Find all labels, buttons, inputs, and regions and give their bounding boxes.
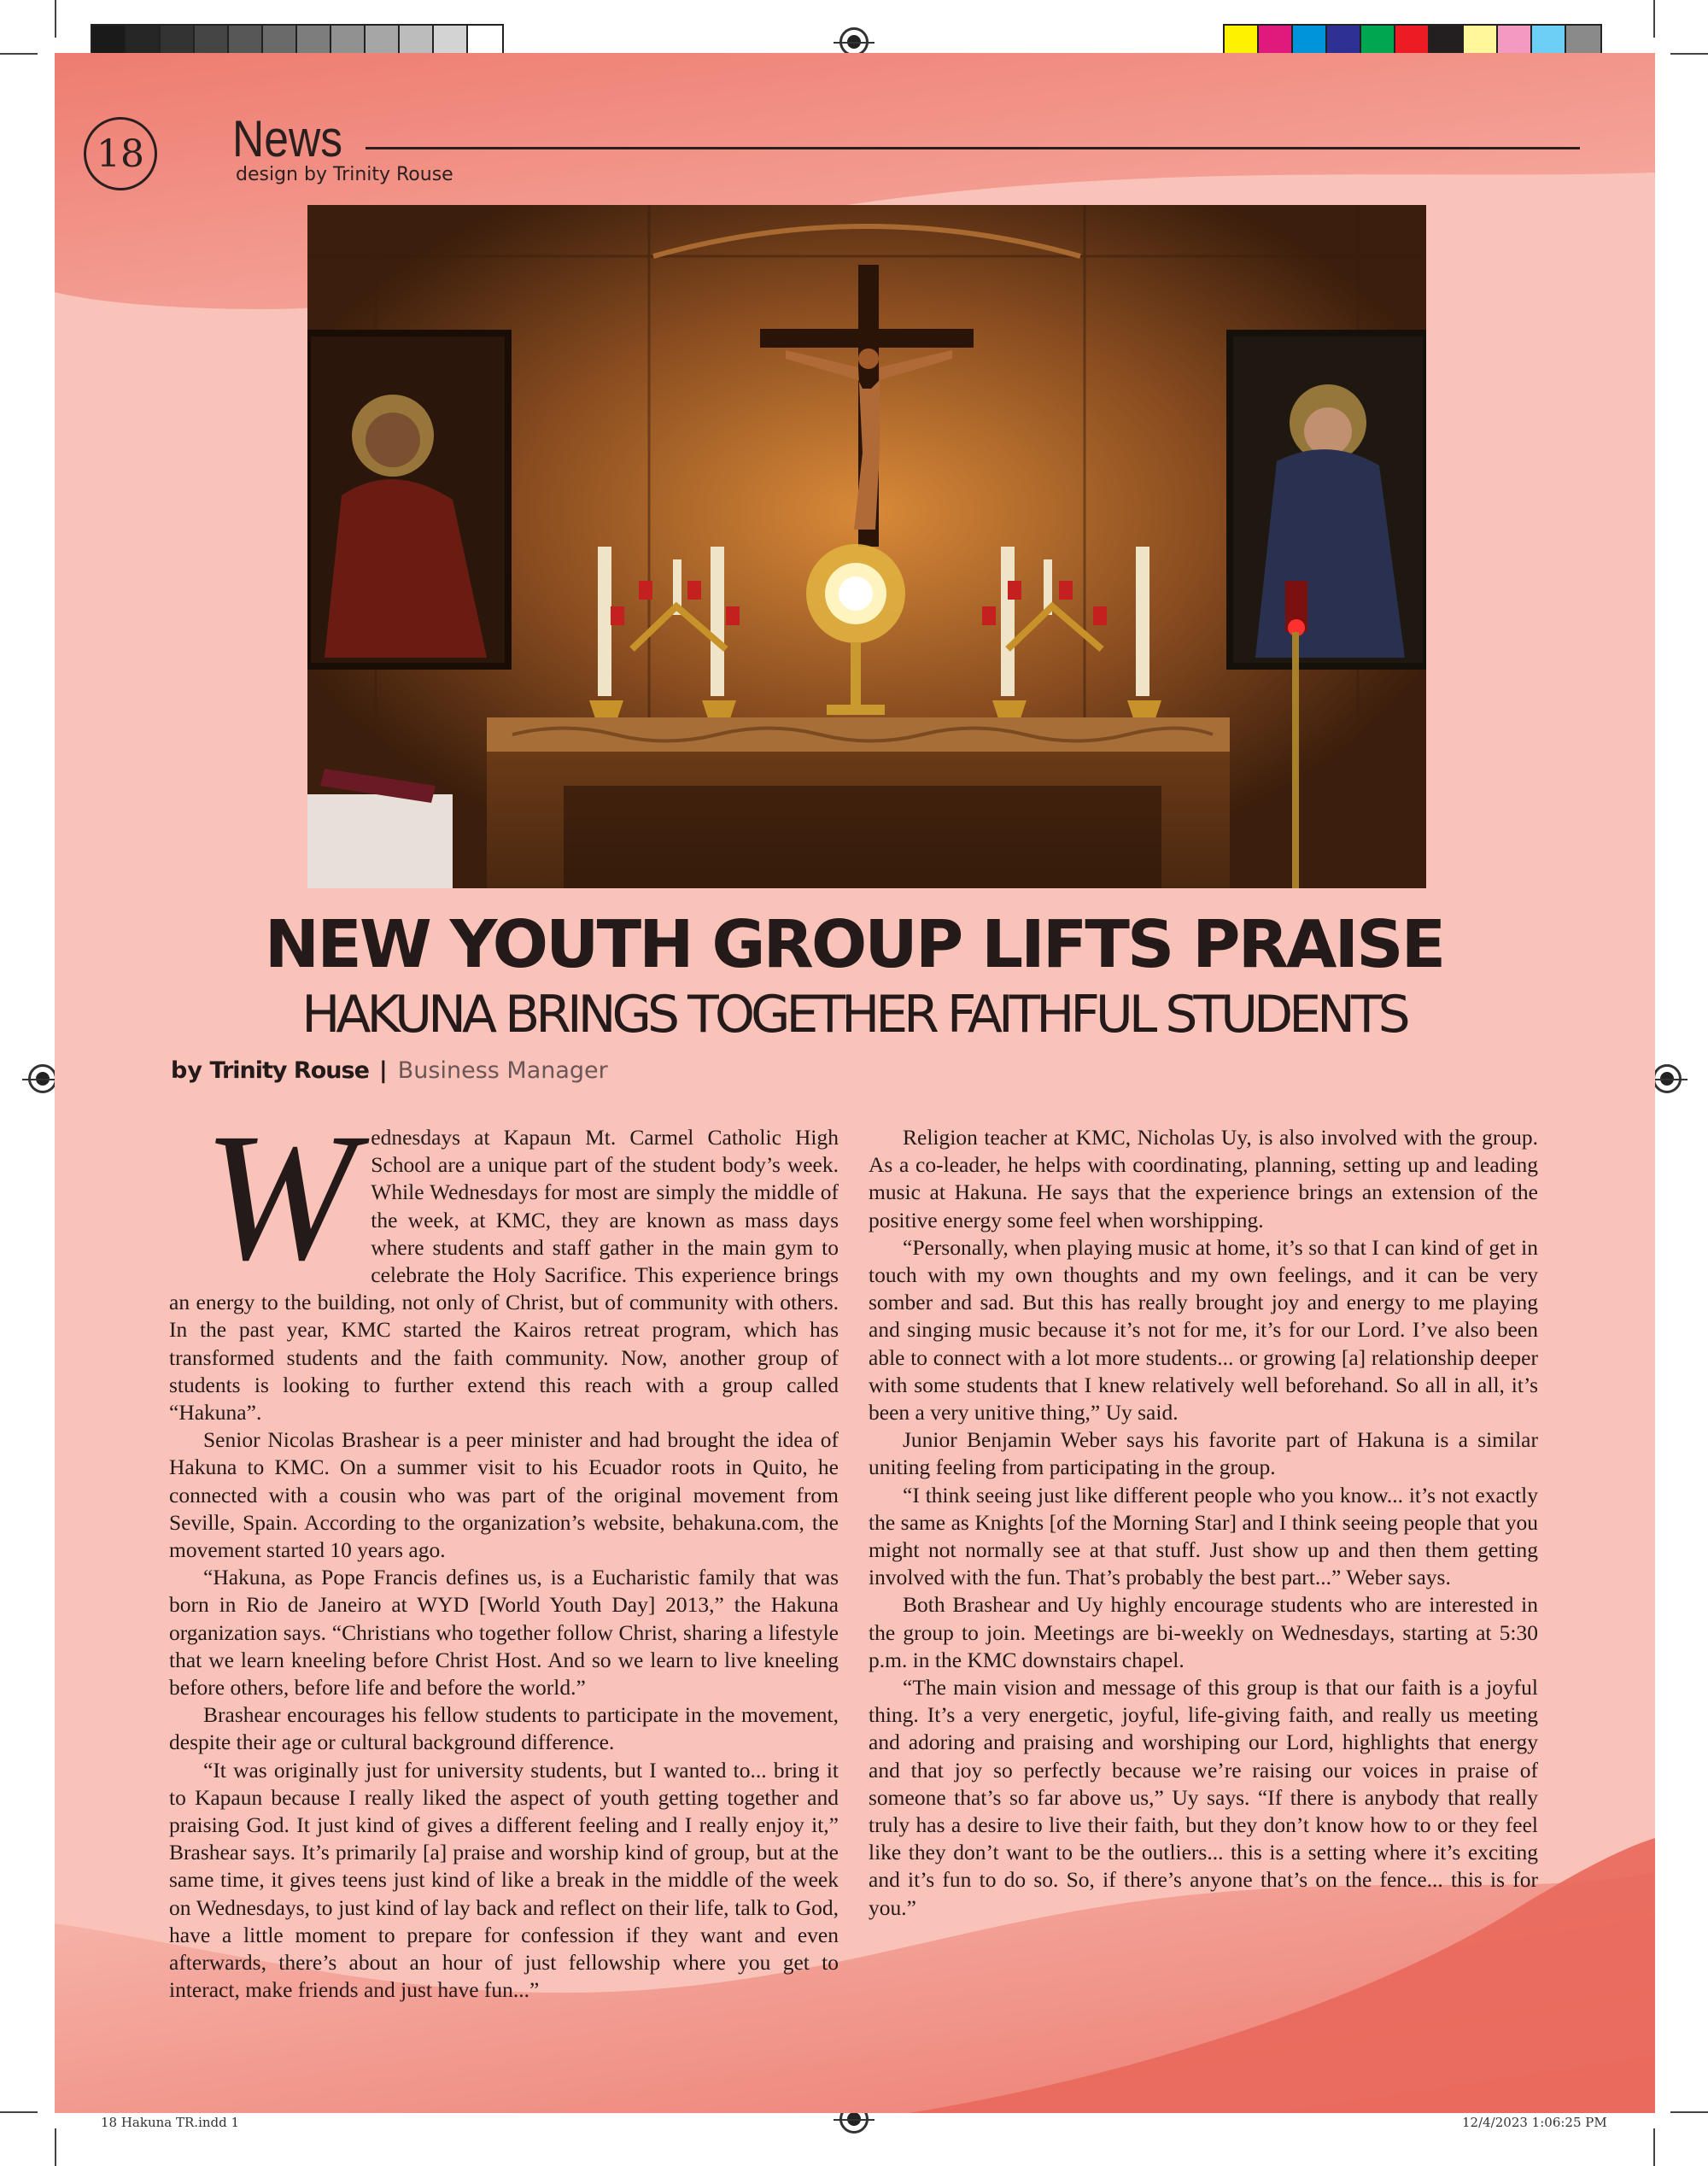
crop-mark <box>1670 53 1708 55</box>
paragraph: Religion teacher at KMC, Nicholas Uy, is also involved with the group. As a co-leader, he helps with coordinating, planning, setting up and leading music at Hakuna. He says that the experience brings an extension of the positive energy some feel when worshipping. <box>869 1125 1538 1232</box>
book-stand <box>307 769 453 888</box>
headline: NEW YOUTH GROUP LIFTS PRAISE <box>264 907 1444 983</box>
section-rule <box>366 147 1580 149</box>
crop-mark <box>1653 2128 1655 2166</box>
painting-left <box>307 333 508 666</box>
article-column-1 <box>169 1096 839 2005</box>
crop-mark <box>55 0 56 38</box>
registration-mark-icon <box>1652 1064 1682 1093</box>
altar-table <box>487 717 1230 888</box>
paragraph: ednesdays at Kapaun Mt. Carmel Catholic High School are a unique part of the student body’s week. While Wednesdays for most are simply the middle of the week, at KMC, they are known as mass days where students and staff gather in the main gym to celebrate the Holy Sacrifice. This experience brings an energy to the building, not only of Christ, but of community with others. In the past year, KMC started the Kairos retreat program, which has transformed students and the faith community. Now, another group of students is looking to further extend this reach with a group called “Hakuna”. <box>169 1125 839 1425</box>
paragraph: “I think seeing just like different people who you know... it’s not exactly the same as Knights [of the Morning Star] and I think seeing people that you might not normally see at that stuff. Just show up and then them getting involved with the fun. That’s probably the best part...” Weber says. <box>869 1482 1538 1590</box>
paragraph: “Personally, when playing music at home, it’s so that I can kind of get in touch with my own thoughts and my own feelings, and it can be very somber and sad. But this has really brought joy and energy to me playing and singing music because it’s not for me, it’s for our Lord. I’ve also been able to connect with a lot more students... or growing [a] relationship deeper with some students that I knew relatively well beforehand. So all in all, it’s been a very unitive thing,” Uy said. <box>869 1234 1538 1425</box>
crop-mark <box>55 2128 56 2166</box>
altar-photo <box>307 205 1426 888</box>
design-credit: design by Trinity Rouse <box>236 164 453 185</box>
paragraph: Brashear encourages his fellow students to participate in the movement, despite their age or cultural background difference. <box>169 1702 839 1755</box>
article-column-2 <box>869 1124 1538 1922</box>
painting-right <box>1230 333 1426 666</box>
byline-author: Trinity Rouse <box>209 1057 369 1084</box>
crop-mark <box>1653 0 1655 38</box>
byline-separator: | <box>378 1057 388 1084</box>
altar-illustration <box>307 205 1426 888</box>
paragraph: “Hakuna, as Pope Francis defines us, is a Eucharistic family that was born in Rio de Janeiro at WYD [World Youth Day] 2013,” the Hakuna organization says. “Christians who together follow Christ, sharing a lifestyle that we learn kneeling before Christ Host. And so we learn to live kneeling before others, before life and before the world.” <box>169 1565 839 1701</box>
paragraph: “The main vision and message of this group is that our faith is a joyful thing. It’s a very energetic, joyful, life-giving faith, and really us meeting and adoring and praising and worshiping our Lord, highlights that energy and that joy so perfectly because we’re raising our voices in praise of someone that’s so far above us,” Uy says. “If there is anybody that really truly has a desire to live their faith, but they don’t know how to or they feel like they don’t want to be the outliers... this is a setting where it’s exciting and it’s fun to do so. So, if there’s anyone that’s on the fence... this is for you.” <box>869 1675 1538 1920</box>
paragraph: Junior Benjamin Weber says his favorite part of Hakuna is a similar uniting feeling from participating in the group. <box>869 1427 1538 1480</box>
crop-mark <box>1670 2111 1708 2113</box>
paragraph: Both Brashear and Uy highly encourage students who are interested in the group to join. Meetings are bi-weekly on Wednesdays, starting at 5:30 p.m. in the KMC downstairs chapel. <box>869 1592 1538 1672</box>
page-number: 18 <box>84 117 157 190</box>
paragraph: Senior Nicolas Brashear is a peer minister and had brought the idea of Hakuna to KMC. On a summer visit to his Ecuador roots in Quito, he connected with a cousin who was part of the original movement from Seville, Spain. According to the organization’s website, behakuna.com, the movement started 10 years ago. <box>169 1427 839 1563</box>
registration-mark-icon <box>28 1064 57 1093</box>
registration-mark-icon <box>839 27 869 56</box>
slug-filename: 18 Hakuna TR.indd 1 <box>101 2115 240 2130</box>
byline <box>171 1057 608 1084</box>
slug-timestamp: 12/4/2023 1:06:25 PM <box>1462 2115 1607 2130</box>
byline-role: Business Manager <box>397 1057 608 1084</box>
crop-mark <box>0 53 38 55</box>
paragraph: “It was originally just for university students, but I wanted to... bring it to Kapaun because I really liked the aspect of youth getting together and praising God. It just kind of gives a different feeling and I really enjoy it,” Brashear says. It’s primarily [a] praise and worship kind of group, but at the same time, it gives teens just kind of like a break in the middle of the week on Wednesdays, to just kind of lay back and reflect on their life, talk to God, have a little moment to prepare for confession if they want and even afterwards, there’s about an hour of just fellowship where you get to interact, make friends and just have fun...” <box>169 1757 839 2003</box>
drop-cap: W <box>203 1096 356 1298</box>
subheadline: HAKUNA BRINGS TOGETHER FAITHFUL STUDENTS <box>301 985 1407 1045</box>
section-title: News <box>232 110 343 167</box>
byline-prefix: by <box>171 1057 202 1084</box>
crop-mark <box>0 2111 38 2113</box>
